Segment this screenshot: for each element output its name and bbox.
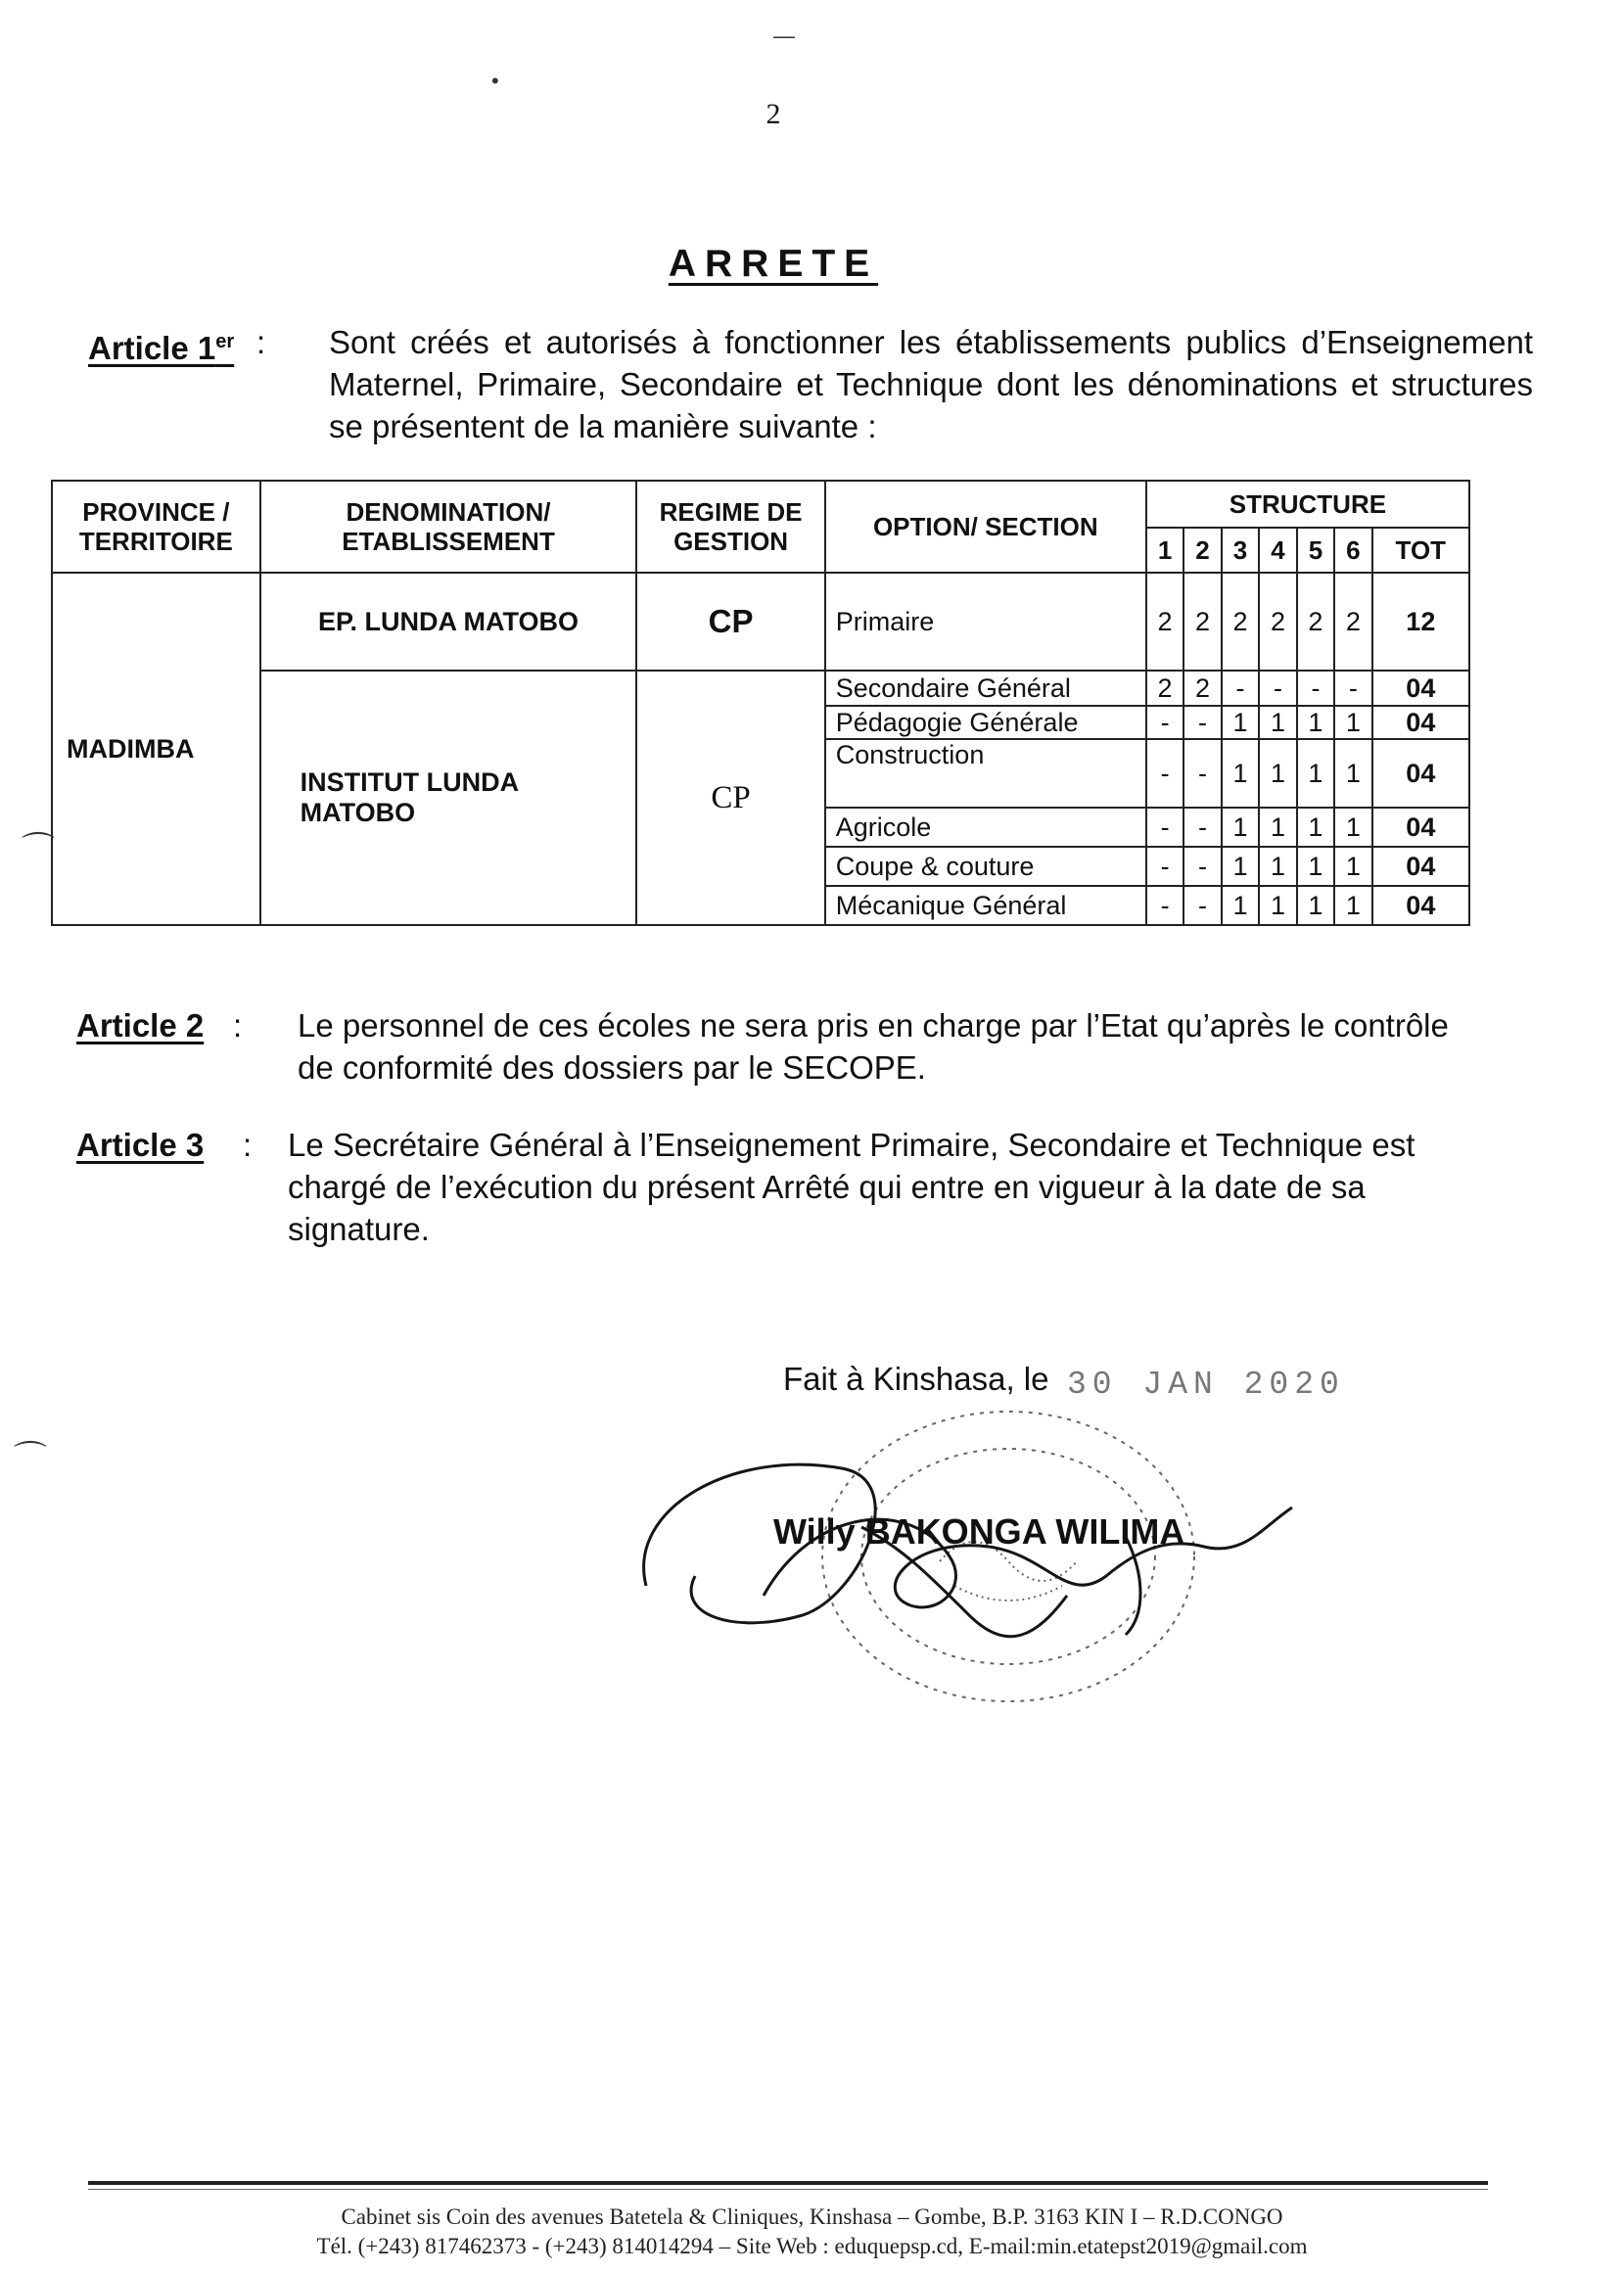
article-2 [76, 1004, 1447, 1102]
structure-cell: 1 [1297, 847, 1334, 886]
article-3 [76, 1124, 1447, 1271]
table-row [52, 573, 1469, 671]
structure-cell: 1 [1297, 706, 1334, 739]
structure-cell: - [1222, 671, 1259, 706]
structure-cell: 2 [1222, 573, 1259, 671]
header-province: PROVINCE / TERRITOIRE [52, 481, 260, 573]
header-regime: REGIME DE GESTION [636, 481, 824, 573]
date-stamp: 30 JAN 2020 [1067, 1367, 1345, 1403]
header-year-5: 5 [1297, 528, 1334, 573]
structure-cell: - [1146, 706, 1183, 739]
total-cell: 04 [1372, 706, 1469, 739]
structure-cell: - [1146, 808, 1183, 847]
article-1-label [88, 321, 234, 369]
header-year-4: 4 [1259, 528, 1296, 573]
total-cell: 04 [1372, 671, 1469, 706]
article-3-text: Le Secrétaire Général à l’Enseignement Primaire, Secondaire et Technique est chargé de l’exécution du présent Arrêté qui entre en vigueur à la date de sa signature. [288, 1127, 1415, 1247]
structure-cell: - [1334, 671, 1371, 706]
margin-mark-icon: ⌒ [14, 1440, 47, 1477]
header-year-6: 6 [1334, 528, 1371, 573]
option-cell: Primaire [825, 573, 1146, 671]
option-cell: Secondaire Général [825, 671, 1146, 706]
school-name: INSTITUT LUNDA MATOBO [260, 671, 637, 925]
structure-cell: 2 [1297, 573, 1334, 671]
total-cell: 04 [1372, 739, 1469, 808]
structure-cell: 2 [1259, 573, 1296, 671]
table-row [52, 671, 1469, 706]
structure-cell: 1 [1259, 706, 1296, 739]
structure-cell: 2 [1146, 671, 1183, 706]
article-1 [88, 321, 1533, 468]
signatory-name: Willy BAKONGA WILIMA [773, 1511, 1185, 1552]
structure-cell: 1 [1334, 808, 1371, 847]
option-cell: Mécanique Général [825, 886, 1146, 925]
structure-cell: 1 [1222, 886, 1259, 925]
option-cell: Pédagogie Générale [825, 706, 1146, 739]
article-2-label: Article 2 [76, 1007, 205, 1044]
footer-contact: Tél. (+243) 817462373 - (+243) 814014294 – Site Web : eduquepsp.cd, E-mail:min.etatepst2019@gmail.com [316, 2234, 1308, 2258]
school-regime: CP [636, 573, 824, 671]
total-cell: 04 [1372, 808, 1469, 847]
article-3-label: Article 3 [76, 1127, 205, 1163]
article-1-label-sup: er [215, 331, 235, 352]
scan-dash-icon: — [773, 23, 795, 48]
official-seal-icon [822, 1412, 1194, 1701]
province-cell: MADIMBA [52, 573, 260, 925]
option-cell: Agricole [825, 808, 1146, 847]
header-denomination: DENOMINATION/ ETABLISSEMENT [260, 481, 637, 573]
structure-cell: 1 [1334, 886, 1371, 925]
structure-cell: 1 [1259, 886, 1296, 925]
structure-cell: - [1259, 671, 1296, 706]
school-name: EP. LUNDA MATOBO [260, 573, 637, 671]
structure-cell: 1 [1259, 847, 1296, 886]
article-2-text: Le personnel de ces écoles ne sera pris en charge par l’Etat qu’après le contrôle de conformité des dossiers par le SECOPE. [298, 1007, 1449, 1086]
header-year-1: 1 [1146, 528, 1183, 573]
structure-cell: 1 [1334, 739, 1371, 808]
structure-cell: - [1183, 886, 1221, 925]
structure-cell: 2 [1334, 573, 1371, 671]
structure-cell: 1 [1297, 886, 1334, 925]
total-cell: 12 [1372, 573, 1469, 671]
header-year-3: 3 [1222, 528, 1259, 573]
structure-cell: - [1146, 847, 1183, 886]
school-regime: CP [636, 671, 824, 925]
article-1-text: Sont créés et autorisés à fonctionner les établissements publics d’Enseignement Maternel, Primaire, Secondaire et Technique dont les dénominations et structures se présentent de la manière suivante : [329, 324, 1533, 444]
schools-structure-table [51, 480, 1470, 926]
structure-cell: - [1183, 808, 1221, 847]
footer-divider [88, 2181, 1488, 2185]
structure-cell: 1 [1222, 706, 1259, 739]
structure-cell: - [1183, 739, 1221, 808]
signing-place: Fait à Kinshasa, le [783, 1361, 1049, 1397]
structure-cell: 1 [1259, 808, 1296, 847]
structure-cell: 2 [1183, 671, 1221, 706]
structure-cell: - [1297, 671, 1334, 706]
structure-cell: 1 [1297, 808, 1334, 847]
article-1-label-text: Article 1 [88, 330, 216, 366]
document-title: ARRETE [668, 243, 879, 285]
header-structure: STRUCTURE [1146, 481, 1469, 528]
option-cell: Coupe & couture [825, 847, 1146, 886]
header-option: OPTION/ SECTION [825, 481, 1146, 573]
footer-address: Cabinet sis Coin des avenues Batetela & Cliniques, Kinshasa – Gombe, B.P. 3163 KIN I – R.D.CONGO [341, 2204, 1283, 2229]
footer-divider-thin [88, 2189, 1488, 2190]
structure-cell: 2 [1183, 573, 1221, 671]
article-2-colon: : [233, 1007, 243, 1044]
structure-cell: 1 [1259, 739, 1296, 808]
structure-cell: 2 [1146, 573, 1183, 671]
structure-cell: 1 [1222, 739, 1259, 808]
total-cell: 04 [1372, 847, 1469, 886]
structure-cell: 1 [1297, 739, 1334, 808]
structure-cell: - [1183, 706, 1221, 739]
scan-speck-icon: • [491, 69, 499, 93]
total-cell: 04 [1372, 886, 1469, 925]
structure-cell: - [1183, 847, 1221, 886]
structure-cell: - [1146, 739, 1183, 808]
margin-mark-icon: ⌒ [22, 831, 55, 868]
article-3-colon: : [243, 1127, 253, 1163]
page-number: 2 [766, 98, 781, 130]
option-cell: Construction [825, 739, 1146, 808]
structure-cell: 1 [1334, 847, 1371, 886]
header-year-2: 2 [1183, 528, 1221, 573]
header-total: TOT [1372, 528, 1469, 573]
structure-cell: 1 [1222, 808, 1259, 847]
structure-cell: - [1146, 886, 1183, 925]
structure-cell: 1 [1334, 706, 1371, 739]
article-1-colon: : [256, 324, 266, 360]
structure-cell: 1 [1222, 847, 1259, 886]
signature-and-seal [617, 1390, 1322, 1723]
